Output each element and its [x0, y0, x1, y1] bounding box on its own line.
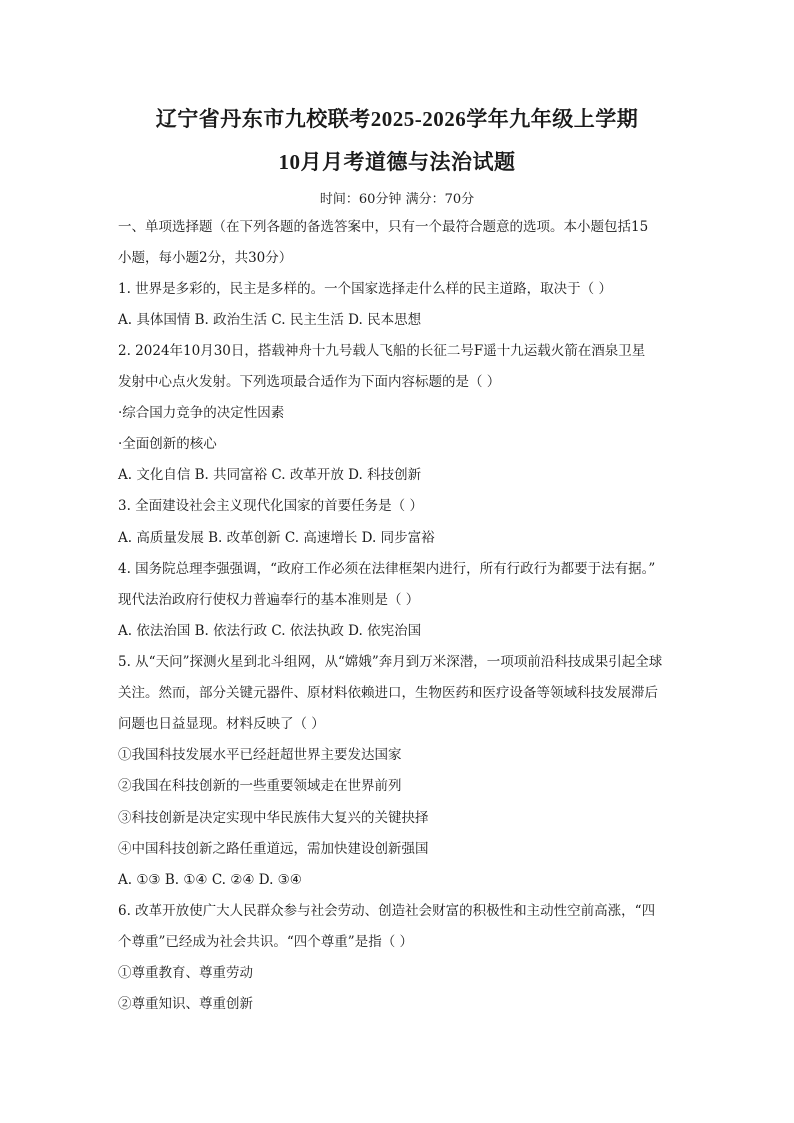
exam-title-line2: 10月月考道德与法治试题: [278, 150, 516, 174]
question-2-options: A. 文化自信 B. 共同富裕 C. 改革开放 D. 科技创新: [118, 467, 422, 483]
question-5-item-1: ①我国科技发展水平已经赶超世界主要发达国家: [118, 747, 402, 763]
question-4-cont: 现代法治政府行使权力普遍奉行的基本准则是（ ）: [118, 592, 420, 608]
question-3-options: A. 高质量发展 B. 改革创新 C. 高速增长 D. 同步富裕: [118, 530, 435, 546]
question-2-item-1: ·综合国力竞争的决定性因素: [118, 405, 285, 421]
section-heading: 一、单项选择题（在下列各题的备选答案中，只有一个最符合题意的选项。本小题包括15: [118, 219, 649, 235]
question-4: 4. 国务院总理李强强调，“政府工作必须在法律框架内进行，所有行政行为都要于法有据。”: [118, 561, 656, 577]
question-3: 3. 全面建设社会主义现代化国家的首要任务是（ ）: [118, 498, 423, 514]
question-6: 6. 改革开放使广大人民群众参与社会劳动、创造社会财富的积极性和主动性空前高涨，“四: [118, 903, 656, 919]
question-5-item-3: ③科技创新是决定实现中华民族伟大复兴的关键抉择: [118, 810, 429, 826]
question-5-item-4: ④中国科技创新之路任重道远，需加快建设创新强国: [118, 841, 429, 857]
exam-title-line1: 辽宁省丹东市九校联考2025-2026学年九年级上学期: [155, 107, 639, 131]
exam-info: 时间：60分钟 满分：70分: [319, 192, 475, 207]
question-6-item-1: ①尊重教育、尊重劳动: [118, 965, 253, 981]
question-5-options: A. ①③ B. ①④ C. ②④ D. ③④: [118, 872, 302, 888]
question-5-cont-2: 问题也日益显现。材料反映了（ ）: [118, 716, 325, 732]
question-5-item-2: ②我国在科技创新的一些重要领域走在世界前列: [118, 778, 402, 794]
question-5-cont-1: 关注。然而，部分关键元器件、原材料依赖进口，生物医药和医疗设备等领域科技发展滞后: [118, 685, 658, 701]
question-1-options: A. 具体国情 B. 政治生活 C. 民主生活 D. 民本思想: [118, 312, 422, 328]
question-2: 2. 2024年10月30日，搭载神舟十九号载人飞船的长征二号F遥十九运载火箭在酒泉卫星: [118, 343, 646, 359]
question-6-cont: 个尊重”已经成为社会共识。“四个尊重”是指（ ）: [118, 934, 413, 950]
section-heading-cont: 小题，每小题2分，共30分）: [118, 250, 293, 266]
question-6-item-2: ②尊重知识、尊重创新: [118, 996, 253, 1012]
question-4-options: A. 依法治国 B. 依法行政 C. 依法执政 D. 依宪治国: [118, 623, 422, 639]
question-2-item-2: ·全面创新的核心: [118, 436, 217, 452]
question-1: 1. 世界是多彩的，民主是多样的。一个国家选择走什么样的民主道路，取决于（ ）: [118, 281, 612, 297]
question-5: 5. 从“天问”探测火星到北斗组网，从“嫦娥”奔月到万米深潜，一项项前沿科技成果引起全球: [118, 654, 663, 670]
question-2-cont: 发射中心点火发射。下列选项最合适作为下面内容标题的是（ ）: [118, 374, 501, 390]
